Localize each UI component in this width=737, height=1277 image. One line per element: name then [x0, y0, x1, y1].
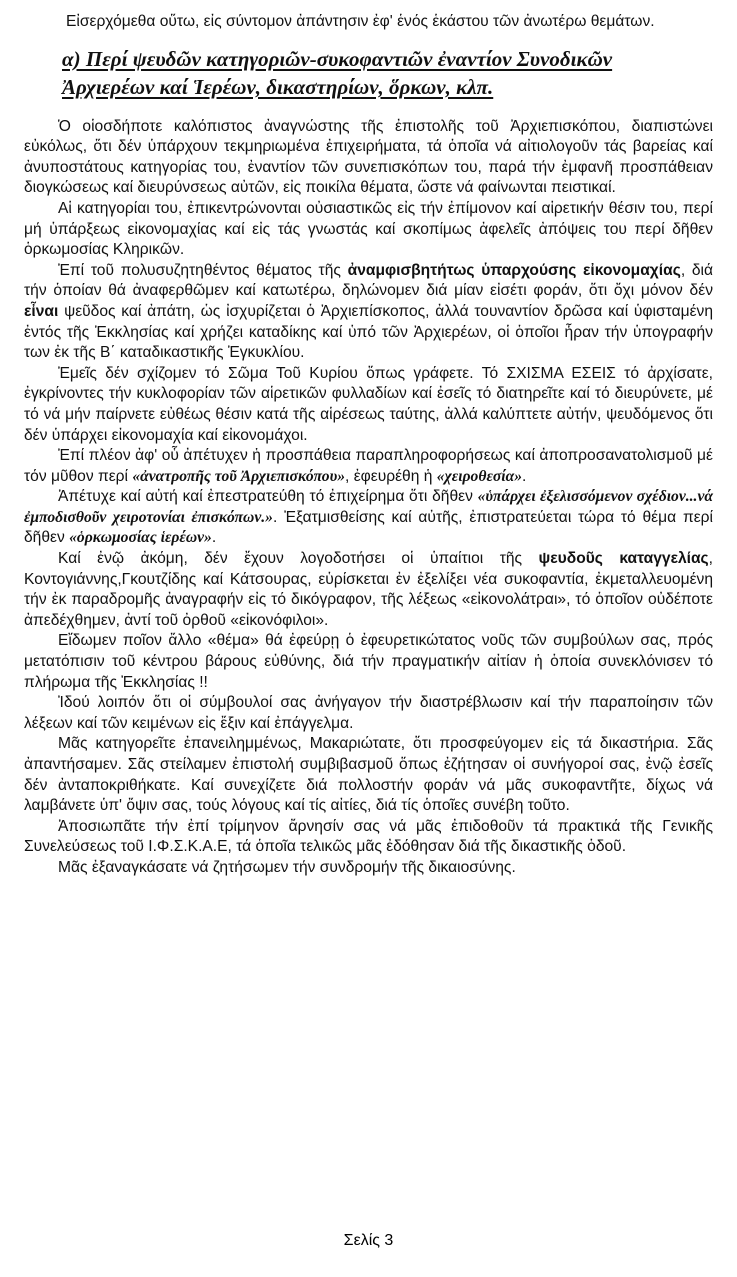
paragraph-7-text-c: , Κοντογιάννης,Γκουτζίδης καί Κάτσουρας, εὑρίσκεται ἐν ἐξελίξει νέα συκοφαντία, ἐκμεταλλευομένη τήν ἐκ παραδρομῆς ἀναγραφήν εἰς τό δικόγραφον, τῆς λέξεως «εἰκονολάτραι», τό ὁποῖον οὐδέποτε ἀπεδέχθημεν, ἀντί τοῦ ὀρθοῦ «εἰκονόφιλοι». [24, 550, 714, 629]
section-heading-line-2: Ἀρχιερέων καί Ἱερέων, δικαστηρίων, ὅρκων, κλπ. [62, 74, 494, 99]
paragraph-9: Ἰδού λοιπόν ὅτι οἱ σύμβουλοί σας ἀνήγαγον τήν διαστρέβλωσιν καί τήν παραποίησιν τῶν λέξεων καί τῶν κειμένων εἰς ἔξιν καί ἐπάγγελμα. [24, 694, 713, 732]
paragraph-1: Ὁ οἱοσδήποτε καλόπιστος ἀναγνώστης τῆς ἐπιστολῆς τοῦ Ἀρχιεπισκόπου, διαπιστώνει εὐκόλως, ὅτι δέν ὑπάρχουν τεκμηριωμένα ἐπιχειρήματα, τά ὁποῖα νά αἰτιολογοῦν τάς βαρείας καί ἀνυποστάτους κατηγορίας του, ἐναντίον τῶν συνεπισκόπων του, παρά τήν ἐμφανῆ προσπάθειαν διογκώσεως καί διευρύνσεως αὐτῶν, εἰς ποικίλα θέματα, ὥστε νά φαίνωνται πειστικαί. [24, 117, 713, 197]
section-heading-line-1: α) Περί ψευδῶν κατηγοριῶν-συκοφαντιῶν ἐναντίον Συνοδικῶν [62, 46, 613, 71]
paragraph-8: Εἴδωμεν ποῖον ἄλλο «θέμα» θά ἐφεύρῃ ὁ ἐφευρετικώτατος νοῦς τῶν συμβούλων σας, πρός μετατόπισιν τοῦ κέντρου βάρους εὐθύνης, διά τήν πραγματικήν αἰτίαν ἡ ὁποία συνεκλόνισεν τό πλήρωμα τῆς Ἐκκλησίας !! [24, 632, 713, 691]
paragraph-6-quote-oath: «ὁρκωμοσίας ἱερέων» [69, 529, 212, 547]
paragraph-7-bold-false-report: ψευδοῦς καταγγελίας [538, 550, 709, 568]
paragraph-3-bold-iconomachy: ἀναμφισβητήτως ὑπαρχούσης εἰκονομαχίας [347, 261, 681, 279]
paragraph-7 [24, 549, 713, 631]
paragraph-5-quote-overthrow: «ἀνατροπῆς τοῦ Ἀρχιεπισκόπου» [132, 467, 346, 485]
paragraph-12: Μᾶς ἐξαναγκάσατε νά ζητήσωμεν τήν συνδρομήν τῆς δικαιοσύνης. [58, 858, 516, 876]
paragraph-5-text-c: , ἐφευρέθη ἡ [345, 467, 437, 485]
paragraph-5-text-e: . [522, 467, 527, 485]
paragraph-7-text-a: Καί ἐνῷ ἀκόμη, δέν ἔχουν λογοδοτήσει οἱ ὑπαίτιοι τῆς [58, 550, 539, 568]
paragraph-5 [24, 446, 713, 487]
paragraph-3 [24, 261, 713, 364]
paragraph-4: Ἐμεῖς δέν σχίζομεν τό Σῶμα Τοῦ Κυρίου ὅπως γράφετε. Τό ΣΧΙΣΜΑ ΕΣΕΙΣ τό ἀρχίσατε, ἐγκρίνοντες τήν κυκλοφορίαν τῶν αἱρετικῶν φυλλαδίων καί ἐσεῖς τό διατηρεῖτε καί τό διευρύνετε, μέ τό νά μήν παίρνετε εὐθέως θέσιν κατά τῆς αἱρέσεως ταύτης, ἀλλά καλύπτετε αὐτήν, ψευδόμενος ὅτι δέν ὑπάρχει εἰκονομαχία καί εἰκονομάχοι. [24, 364, 713, 444]
intro-paragraph: Εἰσερχόμεθα οὕτω, εἰς σύντομον ἀπάντησιν ἐφ' ἑνός ἑκάστου τῶν ἀνωτέρω θεμάτων. [66, 13, 655, 30]
paragraph-6-text-e: . [211, 529, 217, 547]
paragraph-5-text-a: Ἐπί πλέον ἀφ' οὗ ἀπέτυχεν ἡ προσπάθεια παραπληροφορήσεως καί ἀποπροσανατολισμοῦ μέ τόν μῦθον περί [24, 447, 713, 485]
page-number: Σελίς 3 [343, 1232, 394, 1249]
paragraph-3-bold-einai: εἶναι [24, 302, 59, 320]
paragraph-6 [24, 487, 713, 549]
paragraph-6-text-c: . Ἐξατμισθείσης καί αὐτῆς, ἐπιστρατεύεται τώρα τό θέμα περί δῆθεν [24, 508, 713, 547]
paragraph-11: Ἀποσιωπᾶτε τήν ἐπί τρίμηνον ἄρνησίν σας νά μᾶς ἐπιδοθοῦν τά πρακτικά τῆς Γενικῆς Συνελεύσεως τοῦ Ι.Φ.Σ.Κ.Α.Ε, τά ὁποῖα τελικῶς μᾶς ἐδόθησαν διά τῆς δικαστικῆς ὁδοῦ. [24, 817, 713, 856]
paragraph-3-text-a: Ἐπί τοῦ πολυσυζητηθέντος θέματος τῆς [58, 261, 348, 279]
paragraph-2: Αἱ κατηγορίαι του, ἐπικεντρώνονται οὐσιαστικῶς εἰς τήν ἐπίμονον καί αἱρετικήν θέσιν του, περί μή ὑπάρξεως εἰκονομαχίας καί εἰς τάς γνωστάς καί σκοπίμως ἀφελεῖς ἀπόψεις του περί δῆθεν ὁρκωμοσίας Κληρικῶν. [24, 199, 713, 259]
section-heading [62, 45, 713, 101]
paragraph-5-quote-cheirothesia: «χειροθεσία» [436, 467, 523, 485]
paragraph-3-text-c: , διά τήν ὁποίαν θά ἀναφερθῶμεν καί κατωτέρω, δηλώνομεν διά μίαν εἰσέτι φοράν, ὅτι ὄχι μόνον δέν [24, 261, 714, 300]
paragraph-6-text-a: Ἀπέτυχε καί αὐτή καί ἐπεστρατεύθη τό ἐπιχείρημα ὅτι δῆθεν [58, 488, 478, 506]
paragraph-10: Μᾶς κατηγορεῖτε ἐπανειλημμένως, Μακαριώτατε, ὅτι προσφεύγομεν εἰς τά δικαστήρια. Σᾶς ἀπαντήσαμεν. Σᾶς στείλαμεν ἐπιστολή συμβιβασμοῦ ὅπως ἐζήτησαν οἱ συνήγοροί σας, ἐνῷ ἐσεῖς δέν ἀνταποκριθήκατε. Καί συνεχίζετε διά πολλοστήν φοράν νά μᾶς συκοφαντῆτε, δίχως νά λαμβάνετε ὑπ' ὄψιν σας, τούς λόγους καί τίς αἰτίες, διά τίς ὁποῖες συνέβη τοῦτο. [24, 735, 713, 815]
paragraph-3-text-e: ψεῦδος καί ἀπάτη, ὡς ἰσχυρίζεται ὁ Ἀρχιεπίσκοπος, ἀλλά τουναντίον δρῶσα καί ὑφισταμένη ἐντός τῆς Ἐκκλησίας καί χρήζει καταδίκης καί ὑπό τῶν Ἀρχιερέων, οἱ ὁποῖοι ἦραν τήν ὑπογραφήν των ἐκ τῆς Β΄ καταδικαστικῆς Ἐγκυκλίου. [24, 302, 713, 362]
paragraph-6-quote-plan: «ὑπάρχει ἐξελισσόμενον σχέδιον...νά ἐμποδισθοῦν χειροτονίαι ἐπισκόπων.» [24, 488, 713, 526]
